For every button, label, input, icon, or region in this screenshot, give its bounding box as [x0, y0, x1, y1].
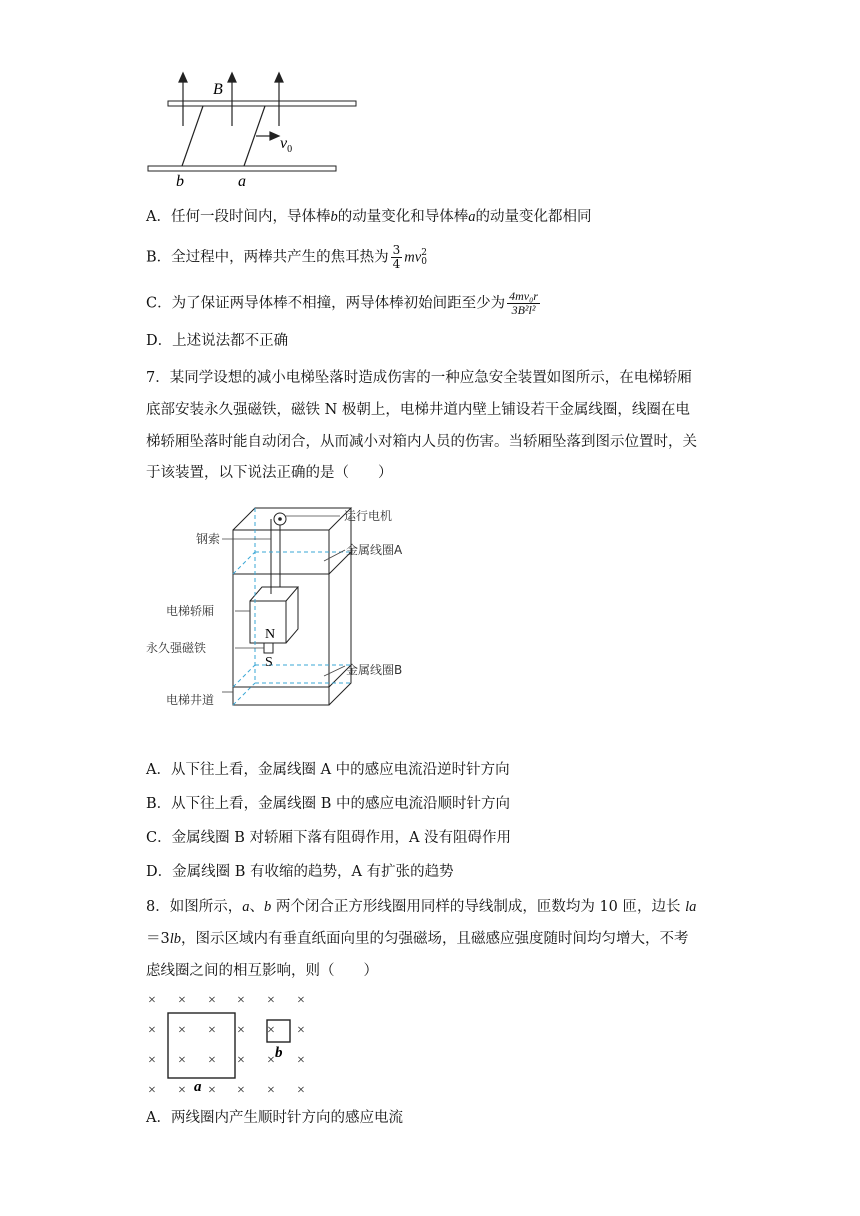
- label-shaft: 电梯井道: [166, 693, 215, 707]
- field-cross: ×: [208, 993, 216, 1008]
- field-cross: ×: [237, 1083, 245, 1098]
- label-coil-a: a: [194, 1079, 202, 1095]
- q6-figure: [140, 70, 370, 195]
- field-cross: ×: [148, 993, 156, 1008]
- q6-option-a: A．任何一段时间内，导体棒b的动量变化和导体棒a的动量变化都相同: [146, 209, 592, 225]
- q7-stem-line-1: 7．某同学设想的减小电梯坠落时造成伤害的一种应急安全装置如图所示，在电梯轿厢: [146, 370, 692, 386]
- field-cross: ×: [237, 1023, 245, 1038]
- q6-option-b: B．全过程中，两棒共产生的焦耳热为 $\frac{3}{4}$ mv 2 0: [146, 243, 427, 271]
- q6-option-c: C．为了保证两导体棒不相撞，两导体棒初始间距至少为 $\frac{\text{4mv₀r}}{\text{3B²l²}}$: [146, 289, 538, 317]
- field-cross: ×: [267, 1053, 275, 1068]
- field-cross: ×: [208, 1023, 216, 1038]
- field-cross: ×: [297, 993, 305, 1008]
- label-a: a: [238, 173, 246, 190]
- label-coil-a: 金属线圈A: [346, 543, 403, 557]
- q7-stem-line-3: 梯轿厢坠落时能自动闭合，从而减小对箱内人员的伤害。当轿厢坠落到图示位置时，关: [146, 434, 697, 450]
- bottom-rail: [148, 166, 336, 171]
- q6-option-d: D．上述说法都不正确: [146, 333, 289, 349]
- field-cross: ×: [297, 1053, 305, 1068]
- label-coil-b: 金属线圈B: [346, 663, 403, 677]
- q8-stem-line-2: ＝3lb，图示区域内有垂直纸面向里的匀强磁场，且磁感应强度随时间均匀增大，不考: [146, 931, 689, 947]
- field-arrows: [179, 73, 283, 126]
- label-car: 电梯轿厢: [166, 604, 215, 618]
- q8-option-a: A．两线圈内产生顺时针方向的感应电流: [146, 1110, 403, 1126]
- q8-stem-line-3: 虑线圈之间的相互影响，则（ ）: [146, 963, 378, 979]
- label-N: N: [265, 627, 276, 642]
- field-cross: ×: [267, 1083, 275, 1098]
- field-cross: ×: [297, 1083, 305, 1098]
- q7-option-d: D．金属线圈 B 有收缩的趋势，A 有扩张的趋势: [146, 864, 454, 880]
- q7-option-a: A．从下往上看，金属线圈 A 中的感应电流沿逆时针方向: [146, 762, 510, 778]
- label-S: S: [265, 655, 273, 670]
- label-cable: 钢索: [196, 532, 221, 546]
- field-cross: ×: [267, 993, 275, 1008]
- magnet: [264, 643, 273, 653]
- label-motor: 运行电机: [344, 509, 393, 523]
- q7-option-c: C．金属线圈 B 对轿厢下落有阻碍作用，A 没有阻碍作用: [146, 830, 512, 846]
- field-cross: ×: [297, 1023, 305, 1038]
- q7-stem-line-4: 于该装置，以下说法正确的是（ ）: [146, 465, 393, 481]
- field-cross: ×: [237, 1053, 245, 1068]
- field-cross: ×: [208, 1083, 216, 1098]
- q7-option-b: B．从下往上看，金属线圈 B 中的感应电流沿顺时针方向: [146, 796, 511, 812]
- field-cross: ×: [178, 1023, 186, 1038]
- fraction-min-distance: $\frac{\text{4mv₀r}}{\text{3B²l²}}$: [509, 289, 538, 317]
- field-cross: ×: [237, 993, 245, 1008]
- field-cross: ×: [148, 1083, 156, 1098]
- fraction-3-4: $\frac{3}{4}$: [392, 243, 401, 271]
- field-cross: ×: [148, 1023, 156, 1038]
- field-cross: ×: [148, 1053, 156, 1068]
- q7-figure: [140, 498, 440, 718]
- label-b: b: [176, 173, 184, 190]
- field-cross: ×: [267, 1023, 275, 1038]
- q8-stem-line-1: 8．如图所示，a、b 两个闭合正方形线圈用同样的导线制成，匝数均为 10 匝，边长 la: [146, 899, 697, 915]
- q8-figure: [140, 988, 330, 1100]
- label-magnet: 永久强磁铁: [146, 641, 207, 655]
- field-cross: ×: [178, 1083, 186, 1098]
- label-v: $v_0$: [280, 135, 293, 155]
- velocity-arrow: [256, 132, 279, 140]
- label-B: B: [213, 81, 223, 98]
- bar-b: [182, 106, 203, 166]
- label-coil-b: b: [275, 1045, 283, 1061]
- field-cross: ×: [178, 993, 186, 1008]
- field-cross: ×: [178, 1053, 186, 1068]
- top-rail: [168, 101, 356, 106]
- field-cross: ×: [208, 1053, 216, 1068]
- q7-stem-line-2: 底部安装永久强磁铁，磁铁 N 极朝上，电梯井道内壁上铺设若干金属线圈，线圈在电: [146, 402, 690, 418]
